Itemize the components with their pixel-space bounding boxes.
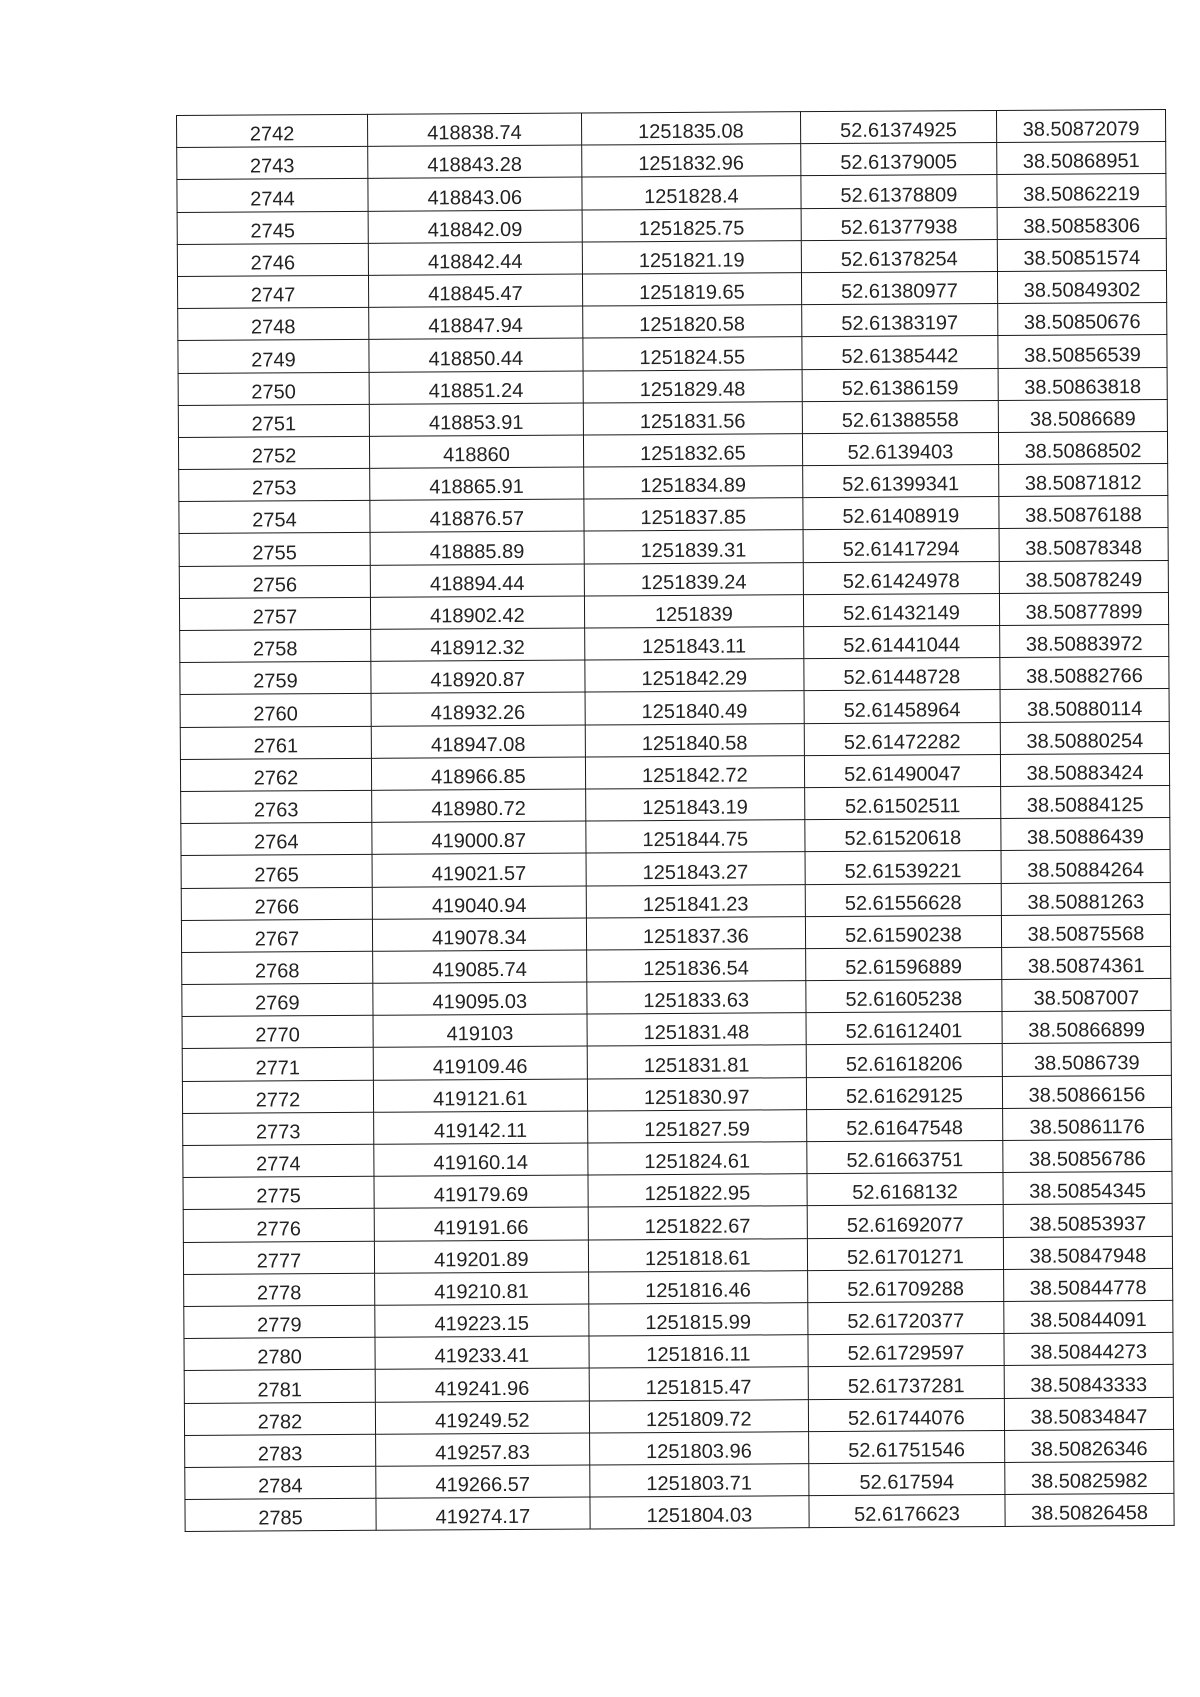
y-coordinate-cell: 1251822.67	[588, 1206, 807, 1240]
y-coordinate-cell: 1251831.48	[587, 1013, 806, 1047]
latitude-cell: 52.61441044	[803, 625, 999, 658]
longitude-cell: 38.50856539	[998, 335, 1167, 368]
point-number-cell: 2760	[180, 694, 371, 727]
x-coordinate-cell: 418966.85	[371, 757, 585, 790]
y-coordinate-cell: 1251824.55	[583, 337, 802, 371]
longitude-cell: 38.50875568	[1001, 914, 1170, 947]
latitude-cell: 52.61629125	[806, 1076, 1002, 1109]
longitude-cell: 38.50874361	[1002, 946, 1171, 979]
x-coordinate-cell: 418843.06	[368, 177, 582, 210]
longitude-cell: 38.50882766	[1000, 657, 1169, 690]
longitude-cell: 38.50868502	[998, 431, 1167, 464]
point-number-cell: 2781	[184, 1370, 375, 1403]
y-coordinate-cell: 1251822.95	[588, 1174, 807, 1208]
y-coordinate-cell: 1251842.72	[585, 755, 804, 789]
x-coordinate-cell: 418838.74	[367, 113, 581, 146]
x-coordinate-cell: 418865.91	[370, 467, 584, 500]
y-coordinate-cell: 1251804.03	[590, 1496, 809, 1530]
longitude-cell: 38.50881263	[1001, 882, 1170, 915]
y-coordinate-cell: 1251843.27	[586, 852, 805, 886]
x-coordinate-cell: 419085.74	[373, 950, 587, 983]
longitude-cell: 38.50876188	[999, 496, 1168, 529]
x-coordinate-cell: 418902.42	[370, 596, 584, 629]
longitude-cell: 38.50844273	[1004, 1333, 1173, 1366]
y-coordinate-cell: 1251832.65	[583, 434, 802, 468]
x-coordinate-cell: 419223.15	[375, 1304, 589, 1337]
point-number-cell: 2785	[185, 1498, 376, 1531]
point-number-cell: 2764	[181, 822, 372, 855]
y-coordinate-cell: 1251820.58	[582, 305, 801, 339]
latitude-cell: 52.61417294	[803, 529, 999, 562]
y-coordinate-cell: 1251828.4	[582, 176, 801, 210]
table-row	[185, 1493, 1174, 1531]
longitude-cell: 38.50826458	[1005, 1493, 1174, 1526]
x-coordinate-cell: 419095.03	[373, 982, 587, 1015]
latitude-cell: 52.6176623	[809, 1495, 1005, 1528]
y-coordinate-cell: 1251836.54	[586, 949, 805, 983]
longitude-cell: 38.50847948	[1003, 1236, 1172, 1269]
x-coordinate-cell: 419201.89	[374, 1240, 588, 1273]
point-number-cell: 2759	[180, 662, 371, 695]
x-coordinate-cell: 419179.69	[374, 1175, 588, 1208]
x-coordinate-cell: 418850.44	[369, 338, 583, 371]
y-coordinate-cell: 1251842.29	[585, 659, 804, 693]
longitude-cell: 38.50826346	[1005, 1429, 1174, 1462]
point-number-cell: 2780	[184, 1337, 375, 1370]
point-number-cell: 2756	[179, 565, 370, 598]
point-number-cell: 2770	[182, 1016, 373, 1049]
latitude-cell: 52.61472282	[804, 722, 1000, 755]
x-coordinate-cell: 418894.44	[370, 564, 584, 597]
latitude-cell: 52.61729597	[808, 1334, 1004, 1367]
y-coordinate-cell: 1251830.97	[587, 1077, 806, 1111]
y-coordinate-cell: 1251844.75	[586, 820, 805, 854]
point-number-cell: 2775	[183, 1176, 374, 1209]
longitude-cell: 38.50858306	[997, 206, 1166, 239]
y-coordinate-cell: 1251825.75	[582, 208, 801, 242]
point-number-cell: 2772	[182, 1080, 373, 1113]
longitude-cell: 38.50834847	[1004, 1397, 1173, 1430]
y-coordinate-cell: 1251824.61	[588, 1142, 807, 1176]
longitude-cell: 38.50868951	[997, 142, 1166, 175]
x-coordinate-cell: 419109.46	[373, 1046, 587, 1079]
latitude-cell: 52.61490047	[804, 754, 1000, 787]
longitude-cell: 38.50886439	[1001, 818, 1170, 851]
longitude-cell: 38.50883972	[1000, 624, 1169, 657]
latitude-cell: 52.61605238	[806, 980, 1002, 1013]
x-coordinate-cell: 418847.94	[369, 306, 583, 339]
point-number-cell: 2761	[180, 726, 371, 759]
point-number-cell: 2747	[177, 275, 368, 308]
point-number-cell: 2748	[178, 307, 369, 340]
longitude-cell: 38.50880114	[1000, 689, 1169, 722]
y-coordinate-cell: 1251833.63	[587, 981, 806, 1015]
y-coordinate-cell: 1251831.81	[587, 1045, 806, 1079]
coordinates-table	[176, 109, 1175, 1532]
y-coordinate-cell: 1251809.72	[589, 1399, 808, 1433]
x-coordinate-cell: 419233.41	[375, 1336, 589, 1369]
longitude-cell: 38.50883424	[1000, 753, 1169, 786]
longitude-cell: 38.50854345	[1003, 1172, 1172, 1205]
longitude-cell: 38.50844778	[1004, 1268, 1173, 1301]
latitude-cell: 52.61378809	[801, 175, 997, 208]
latitude-cell: 52.61596889	[805, 947, 1001, 980]
longitude-cell: 38.50861176	[1003, 1107, 1172, 1140]
x-coordinate-cell: 418842.09	[368, 210, 582, 243]
y-coordinate-cell: 1251815.47	[589, 1367, 808, 1401]
x-coordinate-cell: 418853.91	[369, 403, 583, 436]
x-coordinate-cell: 419021.57	[372, 853, 586, 886]
y-coordinate-cell: 1251821.19	[582, 240, 801, 274]
x-coordinate-cell: 419103	[373, 1014, 587, 1047]
x-coordinate-cell: 419142.11	[374, 1111, 588, 1144]
latitude-cell: 52.61744076	[808, 1398, 1004, 1431]
y-coordinate-cell: 1251843.11	[584, 627, 803, 661]
point-number-cell: 2767	[181, 919, 372, 952]
point-number-cell: 2753	[179, 468, 370, 501]
point-number-cell: 2777	[183, 1241, 374, 1274]
point-number-cell: 2754	[179, 501, 370, 534]
x-coordinate-cell: 419266.57	[376, 1465, 590, 1498]
x-coordinate-cell: 419249.52	[375, 1401, 589, 1434]
point-number-cell: 2757	[179, 597, 370, 630]
x-coordinate-cell: 419191.66	[374, 1207, 588, 1240]
x-coordinate-cell: 418845.47	[368, 274, 582, 307]
point-number-cell: 2746	[177, 243, 368, 276]
longitude-cell: 38.50844091	[1004, 1300, 1173, 1333]
latitude-cell: 52.61520618	[805, 819, 1001, 852]
point-number-cell: 2766	[181, 887, 372, 920]
point-number-cell: 2771	[182, 1048, 373, 1081]
point-number-cell: 2750	[178, 372, 369, 405]
x-coordinate-cell: 419040.94	[372, 886, 586, 919]
x-coordinate-cell: 419160.14	[374, 1143, 588, 1176]
latitude-cell: 52.61612401	[806, 1012, 1002, 1045]
point-number-cell: 2751	[178, 404, 369, 437]
latitude-cell: 52.61720377	[808, 1301, 1004, 1334]
latitude-cell: 52.61432149	[803, 593, 999, 626]
latitude-cell: 52.61377938	[801, 207, 997, 240]
latitude-cell: 52.61618206	[806, 1044, 1002, 1077]
point-number-cell: 2743	[177, 147, 368, 180]
latitude-cell: 52.61701271	[807, 1237, 1003, 1270]
x-coordinate-cell: 419078.34	[372, 918, 586, 951]
y-coordinate-cell: 1251832.96	[581, 144, 800, 178]
x-coordinate-cell: 419241.96	[375, 1368, 589, 1401]
latitude-cell: 52.6139403	[802, 432, 998, 465]
y-coordinate-cell: 1251841.23	[586, 884, 805, 918]
longitude-cell: 38.50866899	[1002, 1011, 1171, 1044]
x-coordinate-cell: 418920.87	[371, 660, 585, 693]
latitude-cell: 52.61380977	[801, 271, 997, 304]
longitude-cell: 38.50878348	[999, 528, 1168, 561]
y-coordinate-cell: 1251840.49	[585, 691, 804, 725]
point-number-cell: 2744	[177, 179, 368, 212]
y-coordinate-cell: 1251837.85	[584, 498, 803, 532]
y-coordinate-cell: 1251839	[584, 594, 803, 628]
x-coordinate-cell: 418932.26	[371, 692, 585, 725]
longitude-cell: 38.50872079	[996, 109, 1165, 142]
longitude-cell: 38.50863818	[998, 367, 1167, 400]
y-coordinate-cell: 1251839.24	[584, 562, 803, 596]
y-coordinate-cell: 1251843.19	[585, 788, 804, 822]
latitude-cell: 52.61709288	[807, 1269, 1003, 1302]
latitude-cell: 52.61737281	[808, 1366, 1004, 1399]
longitude-cell: 38.50877899	[999, 592, 1168, 625]
y-coordinate-cell: 1251840.58	[585, 723, 804, 757]
latitude-cell: 52.6168132	[807, 1173, 1003, 1206]
latitude-cell: 52.61458964	[804, 690, 1000, 723]
longitude-cell: 38.50884125	[1001, 785, 1170, 818]
y-coordinate-cell: 1251819.65	[582, 273, 801, 307]
point-number-cell: 2742	[177, 114, 368, 147]
longitude-cell: 38.50856786	[1003, 1139, 1172, 1172]
longitude-cell: 38.50825982	[1005, 1461, 1174, 1494]
point-number-cell: 2778	[184, 1273, 375, 1306]
longitude-cell: 38.50884264	[1001, 850, 1170, 883]
y-coordinate-cell: 1251803.96	[589, 1431, 808, 1465]
point-number-cell: 2768	[182, 951, 373, 984]
y-coordinate-cell: 1251829.48	[583, 369, 802, 403]
latitude-cell: 52.61502511	[804, 786, 1000, 819]
y-coordinate-cell: 1251839.31	[584, 530, 803, 564]
y-coordinate-cell: 1251835.08	[581, 112, 800, 146]
longitude-cell: 38.50853937	[1003, 1204, 1172, 1237]
x-coordinate-cell: 418885.89	[370, 531, 584, 564]
latitude-cell: 52.61388558	[802, 400, 998, 433]
x-coordinate-cell: 418912.32	[371, 628, 585, 661]
y-coordinate-cell: 1251827.59	[587, 1109, 806, 1143]
point-number-cell: 2758	[180, 629, 371, 662]
y-coordinate-cell: 1251837.36	[586, 916, 805, 950]
x-coordinate-cell: 418980.72	[372, 789, 586, 822]
longitude-cell: 38.50843333	[1004, 1365, 1173, 1398]
y-coordinate-cell: 1251831.56	[583, 401, 802, 435]
longitude-cell: 38.50880254	[1000, 721, 1169, 754]
latitude-cell: 52.61448728	[804, 658, 1000, 691]
point-number-cell: 2762	[180, 758, 371, 791]
x-coordinate-cell: 418842.44	[368, 242, 582, 275]
latitude-cell: 52.61663751	[807, 1140, 1003, 1173]
y-coordinate-cell: 1251816.46	[588, 1270, 807, 1304]
longitude-cell: 38.50866156	[1002, 1075, 1171, 1108]
y-coordinate-cell: 1251818.61	[588, 1238, 807, 1272]
point-number-cell: 2784	[185, 1466, 376, 1499]
longitude-cell: 38.5086689	[998, 399, 1167, 432]
point-number-cell: 2755	[179, 533, 370, 566]
point-number-cell: 2765	[181, 855, 372, 888]
point-number-cell: 2774	[183, 1144, 374, 1177]
latitude-cell: 52.617594	[809, 1462, 1005, 1495]
point-number-cell: 2745	[177, 211, 368, 244]
longitude-cell: 38.5086739	[1002, 1043, 1171, 1076]
longitude-cell: 38.50851574	[997, 238, 1166, 271]
point-number-cell: 2752	[178, 436, 369, 469]
latitude-cell: 52.61539221	[805, 851, 1001, 884]
x-coordinate-cell: 418860	[369, 435, 583, 468]
latitude-cell: 52.61383197	[802, 304, 998, 337]
latitude-cell: 52.61692077	[807, 1205, 1003, 1238]
latitude-cell: 52.61590238	[805, 915, 1001, 948]
y-coordinate-cell: 1251803.71	[590, 1464, 809, 1498]
point-number-cell: 2776	[183, 1209, 374, 1242]
x-coordinate-cell: 419000.87	[372, 821, 586, 854]
point-number-cell: 2769	[182, 983, 373, 1016]
x-coordinate-cell: 418947.08	[371, 725, 585, 758]
x-coordinate-cell: 419257.83	[375, 1433, 589, 1466]
x-coordinate-cell: 418876.57	[370, 499, 584, 532]
latitude-cell: 52.61378254	[801, 239, 997, 272]
latitude-cell: 52.61751546	[808, 1430, 1004, 1463]
latitude-cell: 52.61374925	[800, 110, 996, 143]
y-coordinate-cell: 1251834.89	[583, 466, 802, 500]
x-coordinate-cell: 419210.81	[374, 1272, 588, 1305]
x-coordinate-cell: 418851.24	[369, 371, 583, 404]
longitude-cell: 38.50849302	[997, 270, 1166, 303]
latitude-cell: 52.61408919	[803, 497, 999, 530]
longitude-cell: 38.50862219	[997, 174, 1166, 207]
x-coordinate-cell: 418843.28	[368, 145, 582, 178]
point-number-cell: 2763	[181, 790, 372, 823]
x-coordinate-cell: 419274.17	[376, 1497, 590, 1530]
x-coordinate-cell: 419121.61	[373, 1079, 587, 1112]
latitude-cell: 52.61647548	[806, 1108, 1002, 1141]
point-number-cell: 2779	[184, 1305, 375, 1338]
point-number-cell: 2783	[185, 1434, 376, 1467]
point-number-cell: 2773	[183, 1112, 374, 1145]
latitude-cell: 52.61424978	[803, 561, 999, 594]
point-number-cell: 2782	[184, 1402, 375, 1435]
longitude-cell: 38.50850676	[998, 303, 1167, 336]
y-coordinate-cell: 1251816.11	[589, 1335, 808, 1369]
latitude-cell: 52.61386159	[802, 368, 998, 401]
longitude-cell: 38.5087007	[1002, 979, 1171, 1012]
y-coordinate-cell: 1251815.99	[589, 1303, 808, 1337]
latitude-cell: 52.61399341	[802, 465, 998, 498]
longitude-cell: 38.50878249	[999, 560, 1168, 593]
latitude-cell: 52.61385442	[802, 336, 998, 369]
latitude-cell: 52.61379005	[801, 143, 997, 176]
longitude-cell: 38.50871812	[999, 464, 1168, 497]
latitude-cell: 52.61556628	[805, 883, 1001, 916]
coordinates-table-body	[177, 109, 1175, 1531]
point-number-cell: 2749	[178, 340, 369, 373]
